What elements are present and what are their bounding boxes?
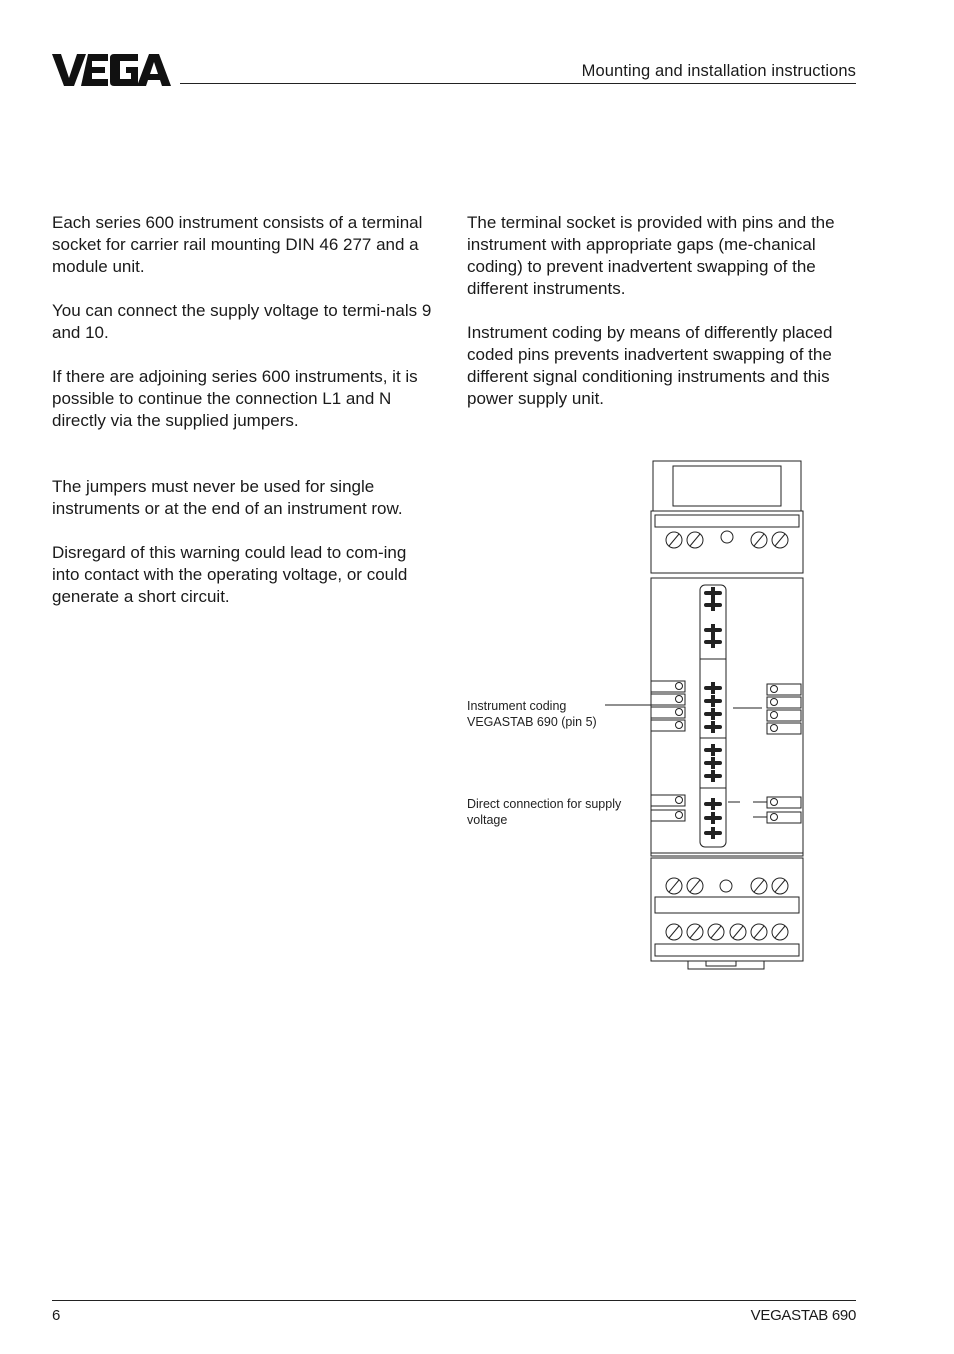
header-title: Mounting and installation instructions bbox=[581, 62, 856, 80]
callout-line: VEGASTAB 690 (pin 5) bbox=[467, 715, 597, 729]
header-rule bbox=[180, 83, 856, 84]
right-column bbox=[467, 212, 859, 432]
vega-logo bbox=[52, 52, 172, 88]
left-column bbox=[52, 212, 436, 630]
warning-paragraph: The jumpers must never be used for single instruments or at the end of an instrument row. bbox=[52, 477, 403, 518]
footer-rule bbox=[52, 1300, 856, 1301]
warning-paragraph: Disregard of this warning could lead to com-ing into contact with the operating voltage, or could generate a short circuit. bbox=[52, 543, 408, 606]
paragraph: The terminal socket is provided with pins and the instrument with appropriate gaps (me-chanical coding) to prevent inadvertent swapping of the different instruments. bbox=[467, 213, 835, 298]
document-name: VEGASTAB 690 bbox=[750, 1307, 856, 1324]
paragraph: Instrument coding by means of differently placed coded pins prevents inadvertent swapping of the different signal conditioning instruments and this power supply unit. bbox=[467, 323, 833, 408]
paragraph: If there are adjoining series 600 instruments, it is possible to continue the connection L1 and N directly via the supplied jumpers. bbox=[52, 367, 418, 430]
page-number: 6 bbox=[52, 1307, 61, 1324]
paragraph: You can connect the supply voltage to termi-nals 9 and 10. bbox=[52, 301, 432, 342]
terminal-socket-diagram bbox=[600, 455, 820, 975]
paragraph: Each series 600 instrument consists of a terminal socket for carrier rail mounting DIN 46 277 and a module unit. bbox=[52, 213, 423, 276]
callout-line: Instrument coding bbox=[467, 699, 567, 713]
callout-supply-connection: Direct connection for supply voltage bbox=[467, 797, 622, 827]
